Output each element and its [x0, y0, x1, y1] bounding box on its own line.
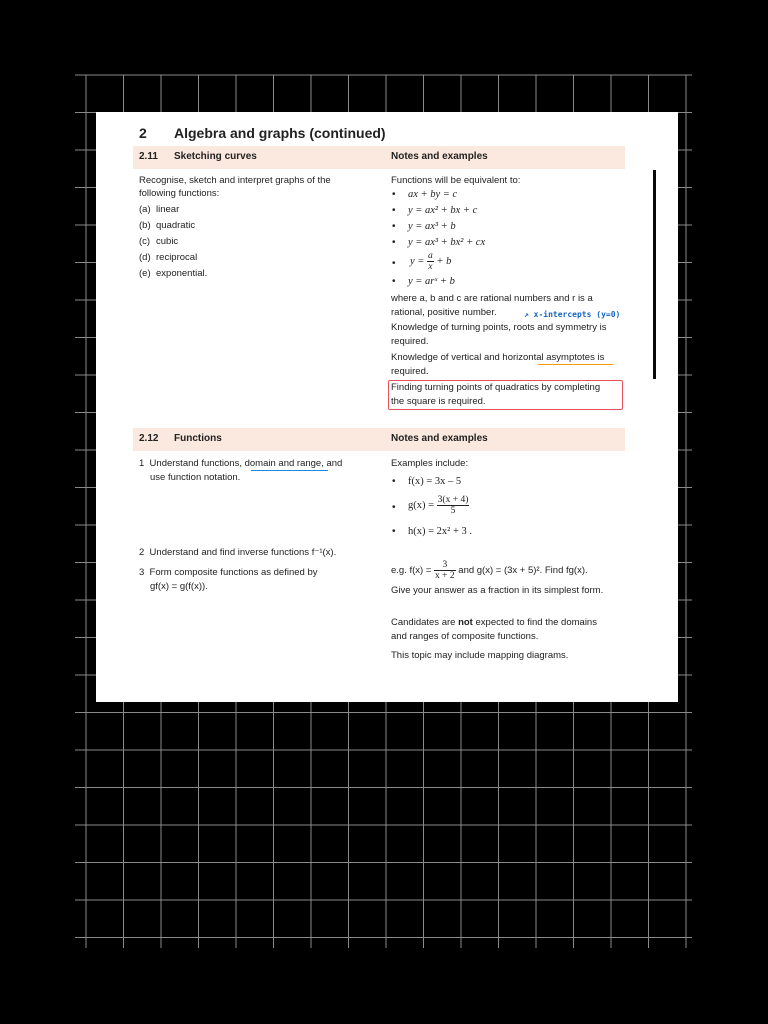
equation-reciprocal — [410, 251, 451, 272]
turning-line-1: Knowledge of turning points, roots and symmetry is — [391, 322, 607, 333]
boxed-line-1: Finding turning points of quadratics by completing — [391, 382, 601, 393]
item-label: (b) — [139, 220, 151, 231]
asymptote-line-1: Knowledge of vertical and horizontal asymptotes is — [391, 352, 605, 363]
where-line-1: where a, b and c are rational numbers and r is a — [391, 293, 593, 304]
item-text: linear — [156, 204, 180, 215]
item-label: (d) — [139, 252, 151, 263]
item-label: (c) — [139, 236, 151, 247]
bullet: • — [392, 276, 396, 287]
fraction-numerator: 3 — [434, 560, 456, 571]
subsection-title: Functions — [174, 433, 222, 444]
item-text: cubic — [156, 236, 179, 247]
item1-line-2: use function notation. — [150, 472, 241, 483]
item-label: (a) — [139, 204, 151, 215]
bullet: • — [392, 258, 396, 269]
reciprocal-lhs: y = — [410, 255, 427, 267]
boxed-line-2: the square is required. — [391, 396, 486, 407]
subsection-title: Sketching curves — [174, 151, 257, 162]
item-label: (e) — [139, 268, 151, 279]
bullet: • — [392, 502, 396, 513]
example-h: h(x) = 2x² + 3 . — [408, 526, 472, 537]
equation-exponential: y = arˣ + b — [408, 276, 455, 287]
section-number: 2 — [139, 125, 147, 141]
notes-header: Notes and examples — [391, 151, 488, 162]
item2: 2 Understand and find inverse functions f⁻¹(x). — [139, 547, 337, 558]
bullet: • — [392, 221, 396, 232]
section-2-11-header — [133, 146, 625, 169]
document-page — [96, 112, 678, 702]
intro-line-2: following functions: — [139, 188, 220, 199]
asymptote-line-2: required. — [391, 366, 429, 377]
composite-example — [391, 560, 588, 581]
examples-intro: Examples include: — [391, 458, 469, 469]
eg-line-2: Give your answer as a fraction in its simplest form. — [391, 585, 604, 596]
cand-bold: not — [458, 617, 473, 628]
fraction-numerator: 3(x + 4) — [437, 495, 469, 505]
equation-cubic: y = ax³ + b — [408, 221, 456, 232]
asymptote-underline — [538, 364, 613, 365]
bullet: • — [392, 205, 396, 216]
notes-header: Notes and examples — [391, 433, 488, 444]
scrollbar[interactable] — [653, 170, 656, 379]
equation-linear: ax + by = c — [408, 189, 458, 200]
candidates-line-1 — [391, 616, 597, 630]
mapping-note: This topic may include mapping diagrams. — [391, 650, 569, 661]
fraction-denominator: x — [428, 262, 433, 272]
bullet: • — [392, 526, 396, 537]
eg-prefix: e.g. f(x) = — [391, 565, 435, 577]
g-fraction — [437, 495, 470, 516]
fraction-denominator: 5 — [450, 506, 456, 516]
section-title: Algebra and graphs (continued) — [174, 125, 386, 141]
cand-text-a: Candidates are — [391, 617, 459, 628]
bullet: • — [392, 189, 396, 200]
section-2-12-header — [133, 428, 625, 451]
bullet: • — [392, 476, 396, 487]
subsection-number: 2.12 — [139, 433, 159, 444]
item-text: exponential. — [156, 268, 208, 279]
fraction-numerator: a — [428, 251, 433, 261]
item1-line-1: 1 Understand functions, domain and range, and — [139, 458, 343, 469]
reciprocal-rhs: + b — [433, 255, 452, 267]
domain-range-underline — [251, 470, 328, 471]
example-f: f(x) = 3x – 5 — [408, 476, 462, 487]
equation-quadratic: y = ax² + bx + c — [408, 205, 478, 216]
g-lhs: g(x) = — [408, 499, 437, 511]
example-g — [408, 495, 469, 516]
eg-suffix: and g(x) = (3x + 5)². Find fg(x). — [455, 565, 588, 577]
fraction-denominator: x + 2 — [435, 571, 455, 581]
notes-intro: Functions will be equivalent to: — [391, 175, 521, 186]
cand-text-b: expected to find the domains — [472, 617, 597, 628]
turning-line-2: required. — [391, 336, 429, 347]
reciprocal-fraction — [427, 251, 434, 272]
intro-line-1: Recognise, sketch and interpret graphs of the — [139, 175, 331, 186]
bullet: • — [392, 237, 396, 248]
handwritten-annotation: ↗ x-intercepts (y=0) — [524, 310, 621, 319]
item-text: reciprocal — [156, 252, 198, 263]
item-text: quadratic — [156, 220, 196, 231]
subsection-number: 2.11 — [139, 151, 158, 162]
equation-cubic-full: y = ax³ + bx² + cx — [408, 237, 486, 248]
where-line-2: rational, positive number. — [391, 307, 497, 318]
item3-line-2: gf(x) = g(f(x)). — [150, 581, 208, 592]
item3-line-1: 3 Form composite functions as defined by — [139, 567, 318, 578]
eg-fraction — [434, 560, 456, 581]
candidates-line-2: and ranges of composite functions. — [391, 631, 539, 642]
